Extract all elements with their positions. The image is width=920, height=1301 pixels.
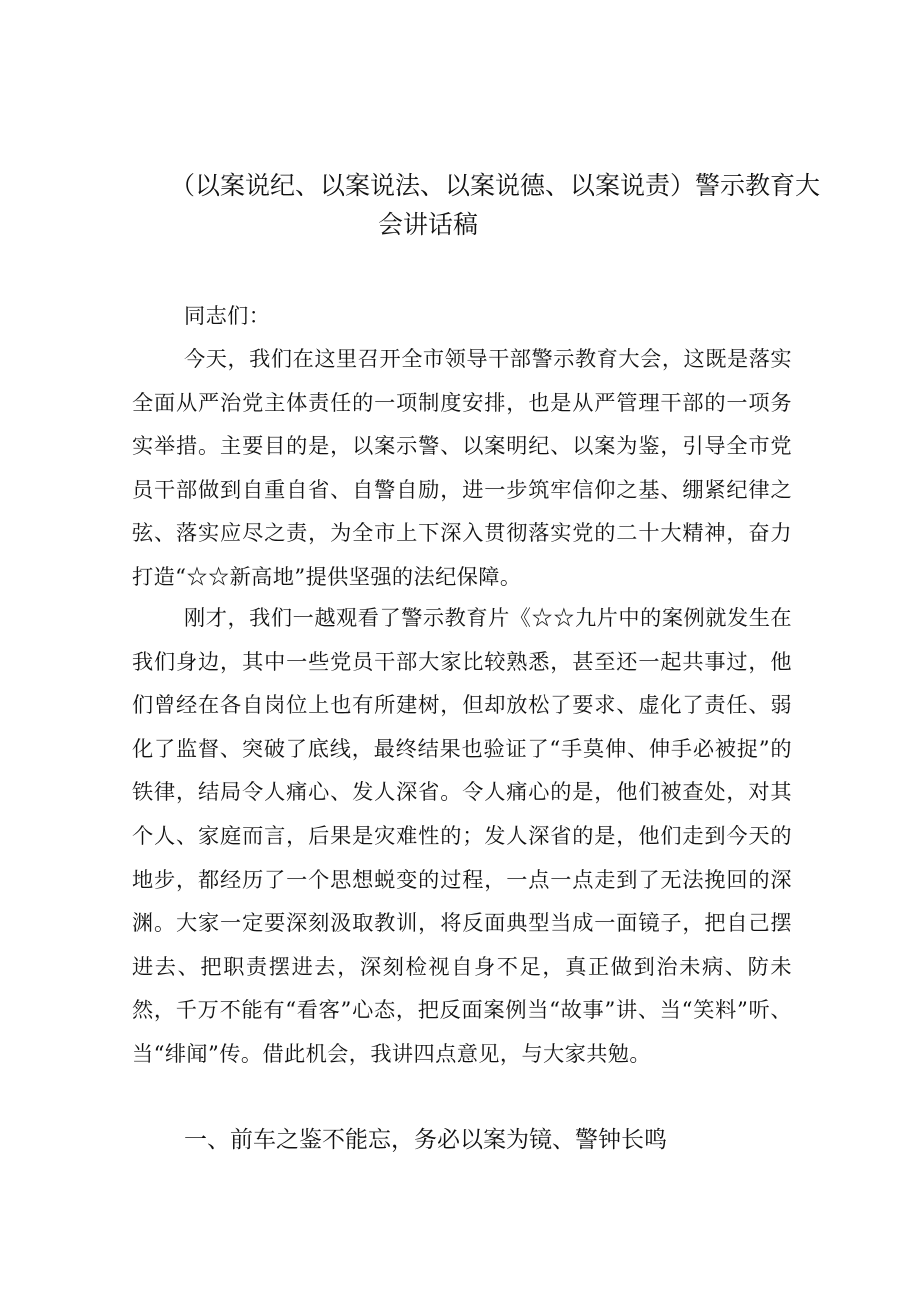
title-line-2: 会讲话稿 (378, 210, 479, 239)
paragraph-2: 刚才，我们一越观看了警示教育片《☆☆九片中的案例就发生在我们身边，其中一些党员干部大家比较熟悉，甚至还一起共事过，他们曾经在各自岗位上也有所建树，但却放松了要求、虚化了责任、弱化了监督、突破了底线，最终结果也验证了“手莫伸、伸手必被捉”的铁律，结局令人痛心、发人深省。令人痛心的是，他们被查处，对其个人、家庭而言，后果是灾难性的；发人深省的是，他们走到今天的地步，都经历了一个思想蜕变的过程，一点一点走到了无法挽回的深渊。大家一定要深刻汲取教训，将反面典型当成一面镜子，把自己摆进去、把职责摆进去，深刻检视自身不足，真正做到治未病、防未然，千万不能有“看客”心态，把反面案例当“故事”讲、当“笑料”听、当“绯闻”传。借此机会，我讲四点意见，与大家共勉。 (132, 605, 792, 1066)
paragraph-1: 今天，我们在这里召开全市领导干部警示教育大会，这既是落实全面从严治党主体责任的一项制度安排，也是从严管理干部的一项务实举措。主要目的是，以案示警、以案明纪、以案为鉴，引导全市党员干部做到自重自省、自警自励，进一步筑牢信仰之基、绷紧纪律之弦、落实应尽之责，为全市上下深入贯彻落实党的二十大精神，奋力打造“☆☆新高地”提供坚强的法纪保障。 (132, 346, 792, 589)
salutation: 同志们： (184, 303, 271, 328)
title-line-1: （以案说纪、以案说法、以案说德、以案说责）警示教育大 (170, 171, 821, 200)
document-title (170, 166, 821, 244)
section-heading-1: 一、前车之鉴不能忘，务必以案为镜、警钟长鸣 (184, 1127, 667, 1153)
